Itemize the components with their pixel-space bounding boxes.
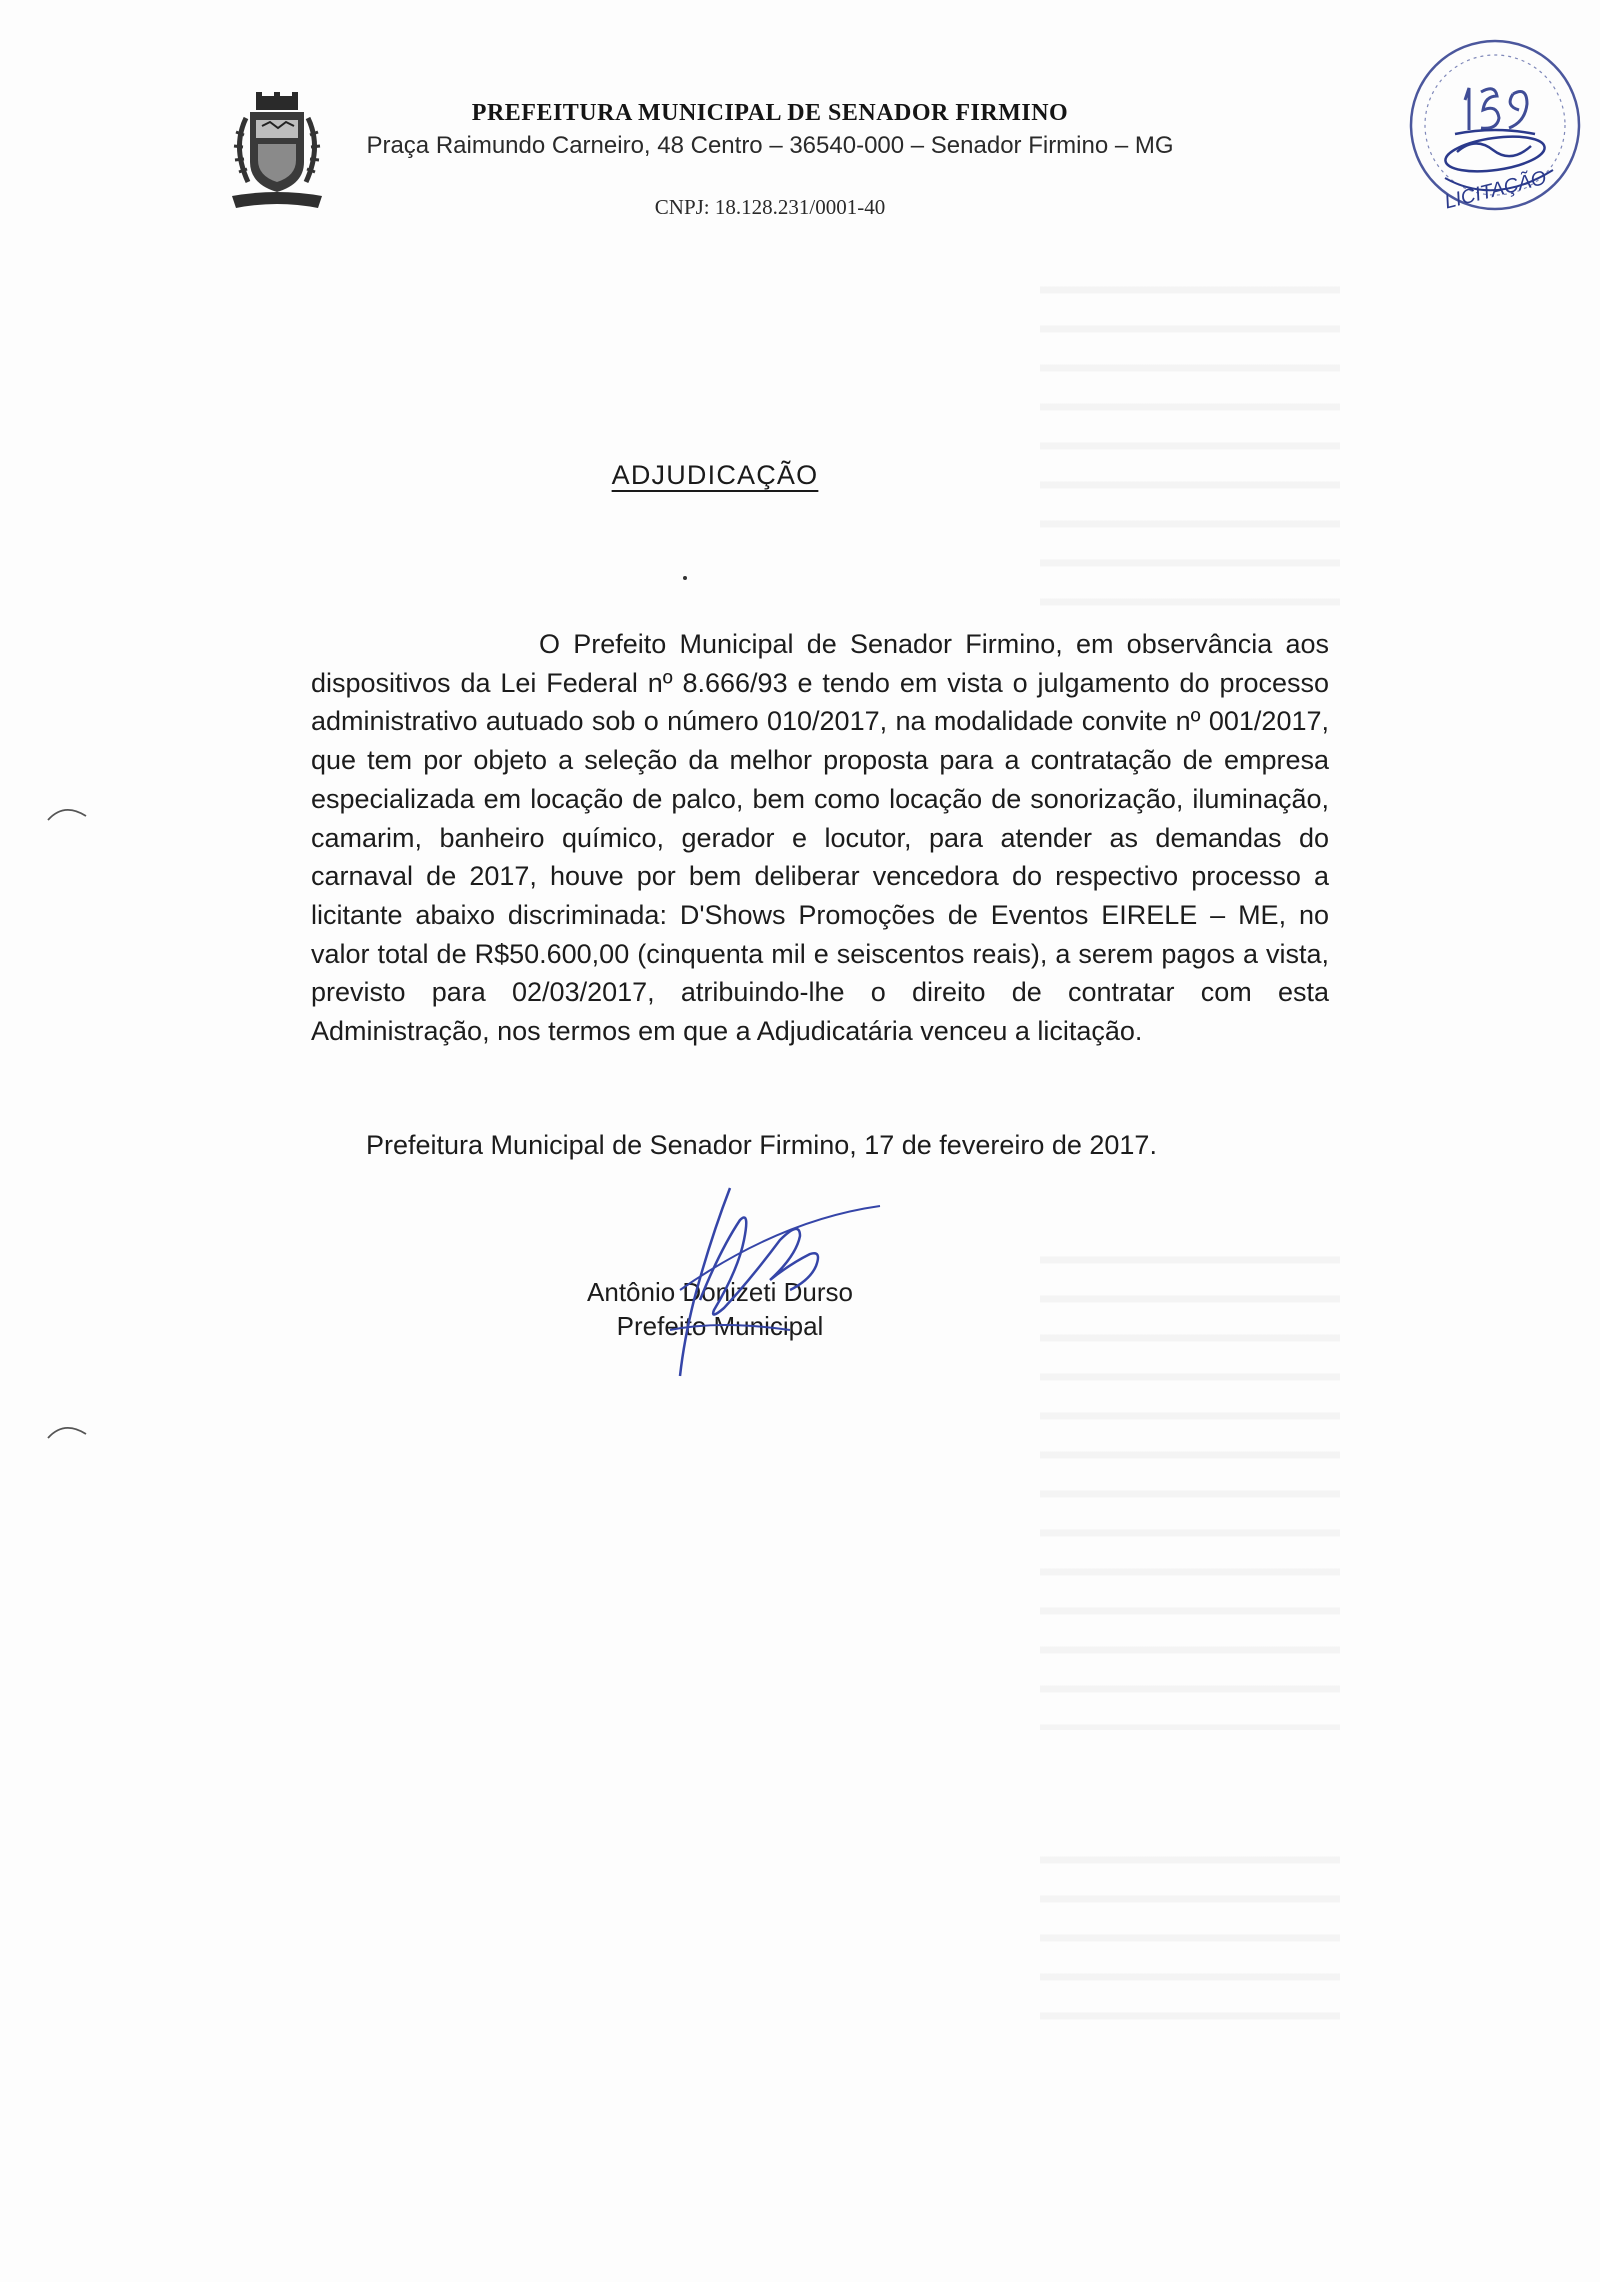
- municipal-coat-of-arms-icon: [222, 92, 332, 214]
- handwritten-signature: [640, 1180, 900, 1380]
- show-through-text: [1040, 1230, 1340, 1730]
- letterhead-cnpj: CNPJ: 18.128.231/0001-40: [654, 195, 886, 219]
- signer-role: Prefeito Municipal: [616, 1311, 824, 1341]
- margin-scan-mark: [44, 802, 90, 822]
- licitacao-seal-stamp: [1385, 30, 1590, 220]
- document-body: O Prefeito Municipal de Senador Firmino, em observância aos dispositivos da Lei Federal nº 8.666/93 e tendo em vista o julgamento do processo administrativo autuado sob o número 010/2017, na modalidade convite nº 001/2017, que tem por objeto a seleção da melhor proposta para a contratação de empresa especializada em locação de palco, bem como locação de sonorização, iluminação, camarim, banheiro químico, gerador e locutor, para atender as demandas do carnaval de 2017, houve por bem deliberar vencedora do respectivo processo a licitante abaixo discriminada: D'Shows Promoções de Eventos EIRELE – ME, no valor total de R$50.600,00 (cinquenta mil e seiscentos reais), a serem pagos a vista, previsto para 02/03/2017, atribuindo-lhe o direito de contratar com esta Administração, nos termos em que a Adjudicatária venceu a licitação.: [311, 629, 1329, 1047]
- show-through-text: [1040, 1830, 1340, 2030]
- margin-scan-mark: [44, 1420, 90, 1440]
- stray-mark: [683, 576, 687, 580]
- document-title: ADJUDICAÇÃO: [611, 460, 819, 490]
- letterhead-title: PREFEITURA MUNICIPAL DE SENADOR FIRMINO: [471, 100, 1069, 126]
- show-through-text: [1040, 260, 1340, 620]
- place-and-date: Prefeitura Municipal de Senador Firmino, 17 de fevereiro de 2017.: [366, 1130, 1157, 1160]
- stamp-label: LICITAÇÃO: [1442, 166, 1549, 214]
- signer-name: Antônio Donizeti Durso: [587, 1277, 853, 1307]
- letterhead-address: Praça Raimundo Carneiro, 48 Centro – 36540-000 – Senador Firmino – MG: [366, 132, 1174, 159]
